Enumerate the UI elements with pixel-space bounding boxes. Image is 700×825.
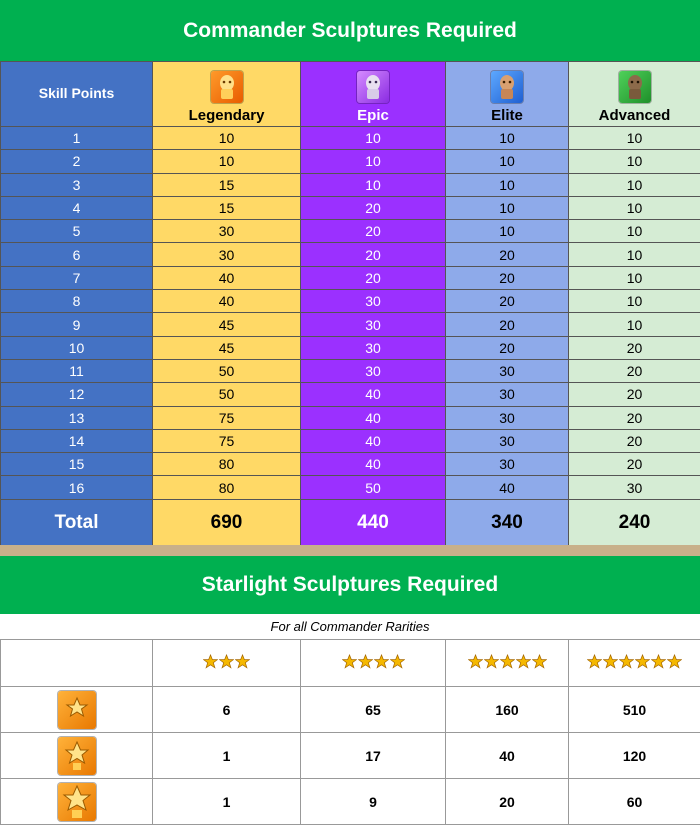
starlight-value-cell: 6	[153, 687, 301, 733]
elite-cell: 30	[446, 429, 569, 452]
star-icons	[468, 654, 547, 672]
starlight-value-cell: 160	[446, 687, 569, 733]
star-icon	[516, 654, 531, 672]
skill-points-cell: 3	[1, 173, 153, 196]
starlight-value-cell: 9	[301, 779, 446, 825]
legendary-label: Legendary	[189, 107, 265, 124]
star-rank-5-header	[446, 640, 569, 687]
star-icon	[374, 654, 389, 672]
legendary-cell: 80	[153, 476, 301, 499]
starlight-value-cell: 17	[301, 733, 446, 779]
epic-cell: 20	[301, 196, 446, 219]
advanced-cell: 10	[569, 290, 700, 313]
elite-cell: 30	[446, 383, 569, 406]
skill-points-cell: 2	[1, 150, 153, 173]
advanced-cell: 10	[569, 196, 700, 219]
star-icon	[532, 654, 547, 672]
star-icon	[500, 654, 515, 672]
advanced-cell: 20	[569, 429, 700, 452]
table-row	[1, 476, 700, 499]
advanced-sculpture-icon	[619, 71, 651, 103]
total-label: Total	[1, 499, 153, 546]
elite-label: Elite	[491, 107, 523, 124]
legendary-sculpture-icon	[211, 71, 243, 103]
advanced-cell: 10	[569, 266, 700, 289]
advanced-cell: 20	[569, 336, 700, 359]
star-icon	[587, 654, 602, 672]
starlight-title-text: Starlight Sculptures Required	[202, 573, 498, 597]
table-row	[1, 243, 700, 266]
star-rank-6-header	[569, 640, 700, 687]
table-row	[1, 779, 700, 825]
total-elite: 340	[446, 499, 569, 546]
legendary-cell: 40	[153, 290, 301, 313]
star-icon	[619, 654, 634, 672]
epic-cell: 20	[301, 243, 446, 266]
skill-points-cell: 4	[1, 196, 153, 219]
starlight-value-cell: 1	[153, 779, 301, 825]
star-rank-row	[1, 640, 700, 687]
legendary-cell: 10	[153, 150, 301, 173]
starlight-value-cell: 510	[569, 687, 700, 733]
starlight-icon-cell	[1, 779, 153, 825]
table-row	[1, 733, 700, 779]
legendary-cell: 30	[153, 220, 301, 243]
star-icon	[484, 654, 499, 672]
star-icons	[203, 654, 250, 672]
elite-cell: 30	[446, 359, 569, 382]
total-row	[1, 499, 700, 546]
starlight-value-cell: 1	[153, 733, 301, 779]
star-icon	[667, 654, 682, 672]
elite-cell: 10	[446, 220, 569, 243]
advanced-label: Advanced	[599, 107, 671, 124]
skill-points-cell: 12	[1, 383, 153, 406]
epic-cell: 40	[301, 406, 446, 429]
advanced-cell: 10	[569, 127, 700, 150]
skill-points-cell: 5	[1, 220, 153, 243]
legendary-cell: 75	[153, 406, 301, 429]
elite-cell: 30	[446, 406, 569, 429]
skill-points-cell: 6	[1, 243, 153, 266]
advanced-cell: 20	[569, 453, 700, 476]
advanced-cell: 10	[569, 173, 700, 196]
epic-cell: 20	[301, 266, 446, 289]
commander-title-text: Commander Sculptures Required	[183, 19, 517, 43]
epic-cell: 30	[301, 336, 446, 359]
table-row	[1, 220, 700, 243]
epic-cell: 40	[301, 429, 446, 452]
starlight-icon-cell	[1, 687, 153, 733]
table-row	[1, 359, 700, 382]
skill-points-cell: 10	[1, 336, 153, 359]
star-rank-4-header	[301, 640, 446, 687]
elite-header	[446, 62, 569, 127]
legendary-cell: 15	[153, 196, 301, 219]
advanced-cell: 20	[569, 359, 700, 382]
star-icons	[587, 654, 682, 672]
skill-points-cell: 8	[1, 290, 153, 313]
epic-cell: 30	[301, 359, 446, 382]
table-row	[1, 406, 700, 429]
legendary-cell: 50	[153, 383, 301, 406]
total-legendary: 690	[153, 499, 301, 546]
legendary-cell: 40	[153, 266, 301, 289]
starlight-value-cell: 20	[446, 779, 569, 825]
star-icon	[651, 654, 666, 672]
starlight-sculptures-table	[0, 639, 700, 825]
epic-label: Epic	[357, 107, 389, 124]
skill-points-cell: 16	[1, 476, 153, 499]
star-icon	[468, 654, 483, 672]
epic-cell: 10	[301, 127, 446, 150]
epic-header	[301, 62, 446, 127]
skill-points-cell: 1	[1, 127, 153, 150]
table-row	[1, 336, 700, 359]
starlight-value-cell: 65	[301, 687, 446, 733]
epic-cell: 50	[301, 476, 446, 499]
star-icon	[390, 654, 405, 672]
starlight-icon-cell	[1, 733, 153, 779]
skill-points-cell: 9	[1, 313, 153, 336]
star-icon	[219, 654, 234, 672]
skill-points-cell: 7	[1, 266, 153, 289]
star-icon	[603, 654, 618, 672]
skill-points-cell: 14	[1, 429, 153, 452]
legendary-cell: 75	[153, 429, 301, 452]
starlight-value-cell: 60	[569, 779, 700, 825]
starlight-sculpture-medium-icon	[58, 737, 96, 775]
starlight-value-cell: 120	[569, 733, 700, 779]
commander-sculptures-title	[0, 0, 700, 61]
starlight-sculpture-small-icon	[58, 691, 96, 729]
table-row	[1, 196, 700, 219]
advanced-header	[569, 62, 700, 127]
elite-cell: 20	[446, 266, 569, 289]
legendary-cell: 80	[153, 453, 301, 476]
table-row	[1, 429, 700, 452]
table-row	[1, 266, 700, 289]
advanced-cell: 30	[569, 476, 700, 499]
star-icon	[235, 654, 250, 672]
table-row	[1, 150, 700, 173]
epic-cell: 10	[301, 150, 446, 173]
elite-cell: 10	[446, 196, 569, 219]
advanced-cell: 10	[569, 220, 700, 243]
elite-cell: 20	[446, 243, 569, 266]
skill-points-cell: 11	[1, 359, 153, 382]
legendary-cell: 10	[153, 127, 301, 150]
legendary-header	[153, 62, 301, 127]
advanced-cell: 20	[569, 406, 700, 429]
skill-points-header: Skill Points	[1, 62, 153, 127]
epic-cell: 30	[301, 290, 446, 313]
starlight-sculptures-title	[0, 556, 700, 614]
legendary-cell: 30	[153, 243, 301, 266]
epic-cell: 20	[301, 220, 446, 243]
epic-cell: 30	[301, 313, 446, 336]
table-row	[1, 383, 700, 406]
epic-sculpture-icon	[357, 71, 389, 103]
table-row	[1, 290, 700, 313]
star-icons	[342, 654, 405, 672]
elite-cell: 10	[446, 150, 569, 173]
elite-cell: 40	[446, 476, 569, 499]
total-advanced: 240	[569, 499, 700, 546]
epic-cell: 40	[301, 383, 446, 406]
star-icon	[342, 654, 357, 672]
star-icon	[635, 654, 650, 672]
legendary-cell: 45	[153, 336, 301, 359]
empty-corner-cell	[1, 640, 153, 687]
section-divider	[0, 545, 700, 556]
skill-points-cell: 13	[1, 406, 153, 429]
advanced-cell: 10	[569, 313, 700, 336]
advanced-cell: 10	[569, 150, 700, 173]
starlight-sculpture-large-icon	[58, 783, 96, 821]
table-row	[1, 453, 700, 476]
header-row	[1, 62, 700, 127]
elite-cell: 30	[446, 453, 569, 476]
table-row	[1, 173, 700, 196]
advanced-cell: 20	[569, 383, 700, 406]
elite-cell: 20	[446, 290, 569, 313]
advanced-cell: 10	[569, 243, 700, 266]
legendary-cell: 45	[153, 313, 301, 336]
epic-cell: 40	[301, 453, 446, 476]
star-icon	[358, 654, 373, 672]
starlight-value-cell: 40	[446, 733, 569, 779]
epic-cell: 10	[301, 173, 446, 196]
star-rank-3-header	[153, 640, 301, 687]
total-epic: 440	[301, 499, 446, 546]
legendary-cell: 15	[153, 173, 301, 196]
legendary-cell: 50	[153, 359, 301, 382]
elite-sculpture-icon	[491, 71, 523, 103]
rarity-note: For all Commander Rarities	[0, 614, 700, 640]
star-icon	[203, 654, 218, 672]
table-row	[1, 687, 700, 733]
elite-cell: 20	[446, 313, 569, 336]
elite-cell: 10	[446, 173, 569, 196]
skill-points-cell: 15	[1, 453, 153, 476]
table-row	[1, 127, 700, 150]
elite-cell: 10	[446, 127, 569, 150]
table-row	[1, 313, 700, 336]
elite-cell: 20	[446, 336, 569, 359]
commander-sculptures-table	[0, 61, 700, 547]
